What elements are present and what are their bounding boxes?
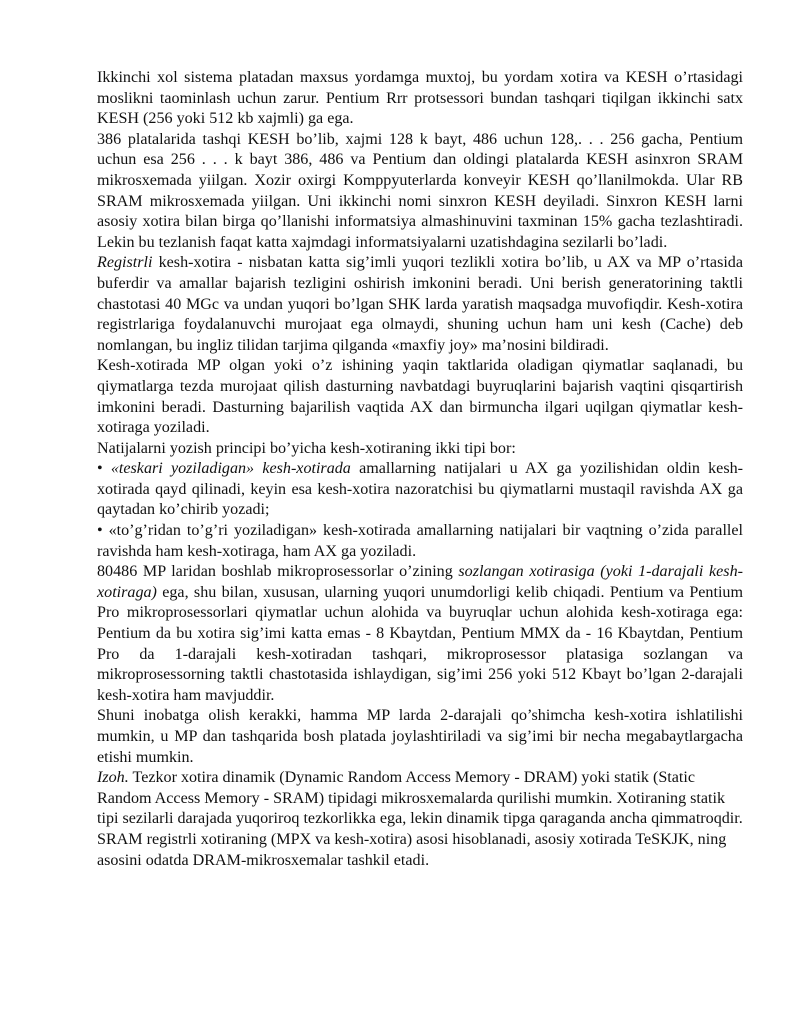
bullet-write-back <box>97 459 743 521</box>
paragraph-text: Shuni inobatga olish kerakki, hamma MP larda 2-darajali qo’shimcha kesh-xotira ishlatilishi mumkin, u MP dan tashqarida bosh platada joylashtiriladi va sig’imi bir necha megabaytlargacha etishi mumkin. <box>97 707 743 766</box>
paragraph-text: 80486 MP laridan boshlab mikroprosessorlar o’zining <box>97 563 459 581</box>
term-write-back: «teskari yoziladigan» kesh-xotirada <box>110 460 351 478</box>
paragraph-text: 386 platalarida tashqi KESH bo’lib, xajmi 128 k bayt, 486 uchun 128,. . . 256 gacha, Pentium uchun esa 256 . . . k bayt 386, 486 va Pentium dan oldingi platalarda KESH asinxron SRAM mikrosxemada yiilgan. Xozir oxirgi Komppyuterlarda konveyir KESH qo’llanilmokda. Ular RB SRAM mikrosxemada yiilgan. Uni ikkinchi nomi sinxron KESH deyiladi. Sinxron KESH larni asosiy xotira bilan birga qo’llanishi informatsiya almashinuvini taxminan 15% gacha tezlashtiradi. Lekin bu tezlanish faqat katta xajmdagi informatsiyalarni uzatishdagina sezilarli bo’ladi. <box>97 130 743 251</box>
term-level1-cache: sozlangan xotirasiga (yoki 1-darajali kesh-xotiraga) <box>97 563 743 601</box>
bullet-marker: • <box>97 460 111 478</box>
term-registrli: Registrli <box>97 254 153 272</box>
paragraph-note <box>97 768 743 871</box>
document-page <box>97 68 743 871</box>
paragraph-text: ega, shu bilan, xususan, ularning yuqori unumdorligi kelib chiqadi. Pentium va Pentium Pro mikroprosessorlari qiymatlar uchun alohida va buyruqlar uchun alohida kesh-xotiraga ega: Pentium da bu xotira sig’imi katta emas - 8 Kbaytdan, Pentium MMX da - 16 Kbaytdan, Pentium Pro da 1-darajali kesh-xotiradan tashqari, mikroprosessor platasiga sozlangan va mikroprosessorning taktli chastotasida ishlaydigan, sig’imi 256 yoki 512 Kbayt bo’lgan 2-darajali kesh-xotira ham mavjuddir. <box>97 583 743 704</box>
term-note: Izoh. <box>97 769 129 787</box>
paragraph-text: Ikkinchi xol sistema platadan maxsus yordamga muxtoj, bu yordam xotira va KESH o’rtasidagi moslikni taominlash uchun zarur. Pentium Rrr protsessori bundan tashqari tiqilgan ikkinchi satx KESH (256 yoki 512 kb xajmli) ga ega. <box>97 69 743 128</box>
paragraph-motherboard-support <box>97 68 743 130</box>
paragraph-text: Natijalarni yozish principi bo’yicha kesh-xotiraning ikki tipi bor: <box>97 439 516 457</box>
paragraph-external-cache <box>97 130 743 254</box>
paragraph-text: amallarning natijalari u AX ga yozilishidan oldin kesh-xotirada qayd qilinadi, keyin esa kesh-xotira nazoratchisi bu qiymatlarni mustaqil ravishda AX ga qaytadan ko’chirib yozadi; <box>97 460 743 519</box>
paragraph-cache-types-intro <box>97 439 743 460</box>
paragraph-text: Tezkor xotira dinamik (Dynamic Random Access Memory - DRAM) yoki statik (Static Random Access Memory - SRAM) tipidagi mikrosxemalarda qurilishi mumkin. Xotiraning statik tipi sezilarli darajada yuqoriroq tezkorlikka ega, lekin dinamik tipga qaraganda ancha qimmatroqdir. SRAM registrli xotiraning (MPX va kesh-xotira) asosi hisoblanadi, asosiy xotirada TeSKJK, ning asosini odatda DRAM-mikrosxemalar tashkil etadi. <box>97 769 743 869</box>
paragraph-level2-cache <box>97 706 743 768</box>
paragraph-cache-values <box>97 356 743 438</box>
paragraph-text: kesh-xotira - nisbatan katta sig’imli yuqori tezlikli xotira bo’lib, u AX va MP o’rtasida buferdir va amallar bajarish tezligini oshirish imkonini beradi. Uni berish generatorining taktli chastotasi 40 MGc va undan yuqori bo’lgan SHK larda yaratish maqsadga muvofiqdir. Kesh-xotira registrlariga foydalanuvchi murojaat ega olmaydi, shuning uchun ham uni kesh (Cache) deb nomlangan, bu ingliz tilidan tarjima qilganda «maxfiy joy» ma’nosini bildiradi. <box>97 254 743 354</box>
paragraph-text: Kesh-xotirada MP olgan yoki o’z ishining yaqin taktlarida oladigan qiymatlar saqlanadi, bu qiymatlarga tezda murojaat qilish dasturning navbatdagi buyruqlarini bajarish vaqtini qisqartirish imkonini beradi. Dasturning bajarilish vaqtida AX dan birmuncha ilgari uqilgan qiymatlar kesh-xotiraga yoziladi. <box>97 357 743 437</box>
paragraph-register-cache <box>97 253 743 356</box>
paragraph-text: • «to’g’ridan to’g’ri yoziladigan» kesh-xotirada amallarning natijalari bir vaqtning o’zida parallel ravishda ham kesh-xotiraga, ham AX ga yoziladi. <box>97 522 743 560</box>
bullet-write-through <box>97 521 743 562</box>
paragraph-level1-cache <box>97 562 743 706</box>
